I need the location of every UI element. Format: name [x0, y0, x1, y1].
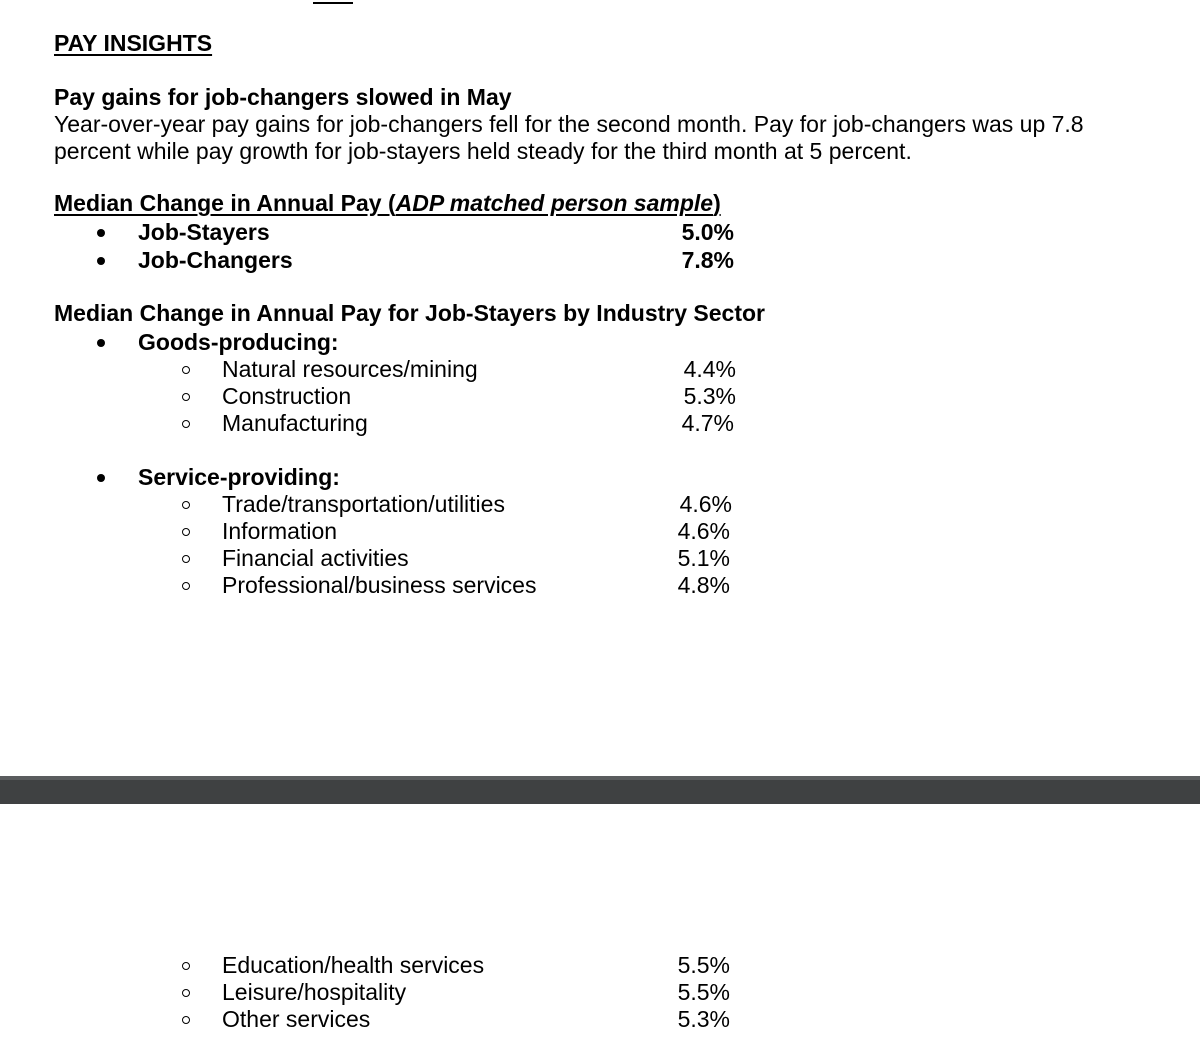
section-title: PAY INSIGHTS [54, 30, 213, 56]
circle-bullet-icon [182, 528, 190, 536]
page-break-edge [0, 776, 1200, 780]
sector-label: Professional/business services [222, 572, 537, 598]
circle-bullet-icon [182, 393, 190, 401]
sector-value: 4.4% [683, 356, 736, 382]
circle-bullet-icon [182, 582, 190, 590]
sector-value: 5.5% [677, 979, 730, 1005]
bullet-icon [97, 339, 105, 347]
bullet-icon [97, 474, 105, 482]
sector-label: Education/health services [222, 952, 485, 978]
sector-label: Leisure/hospitality [222, 979, 407, 1005]
service-providing-label: Service-providing: [138, 464, 340, 490]
circle-bullet-icon [182, 989, 190, 997]
sector-label: Information [222, 518, 338, 544]
bullet-icon [97, 257, 105, 265]
industry-section-title: Median Change in Annual Pay for Job-Stayers by Industry Sector [54, 300, 766, 326]
goods-producing-label: Goods-producing: [138, 329, 339, 355]
circle-bullet-icon [182, 420, 190, 428]
median-title-suffix: ) [713, 190, 721, 216]
sector-label: Trade/transportation/utilities [222, 491, 505, 517]
circle-bullet-icon [182, 555, 190, 563]
sector-value: 5.3% [677, 1006, 730, 1032]
sector-value: 5.1% [677, 545, 730, 571]
sector-value: 4.7% [681, 410, 734, 436]
median-title-prefix: Median Change in Annual Pay ( [54, 190, 396, 216]
sector-value: 4.6% [677, 518, 730, 544]
circle-bullet-icon [182, 366, 190, 374]
document-page-2 [0, 804, 1200, 1058]
sector-label: Financial activities [222, 545, 409, 571]
circle-bullet-icon [182, 501, 190, 509]
body-text-line-1: Year-over-year pay gains for job-changers fell for the second month. Pay for job-changers was up 7.8 [54, 111, 1084, 137]
sector-label: Construction [222, 383, 352, 409]
median-section-title [54, 190, 721, 216]
body-text-line-2: percent while pay growth for job-stayers held steady for the third month at 5 percent. [54, 138, 912, 164]
headline: Pay gains for job-changers slowed in May [54, 84, 512, 110]
sector-value: 5.5% [677, 952, 730, 978]
job-changers-label: Job-Changers [138, 247, 293, 273]
sector-label: Natural resources/mining [222, 356, 478, 382]
cut-off-text-fragment [313, 0, 353, 4]
page-break-gap [0, 776, 1200, 804]
sector-label: Manufacturing [222, 410, 368, 436]
sector-label: Other services [222, 1006, 371, 1032]
circle-bullet-icon [182, 962, 190, 970]
sector-value: 4.6% [679, 491, 732, 517]
sector-value: 4.8% [677, 572, 730, 598]
job-stayers-value: 5.0% [681, 219, 734, 245]
sector-value: 5.3% [683, 383, 736, 409]
median-title-italic: ADP matched person sample [395, 190, 714, 216]
job-stayers-label: Job-Stayers [138, 219, 270, 245]
job-changers-value: 7.8% [681, 247, 734, 273]
circle-bullet-icon [182, 1016, 190, 1024]
bullet-icon [97, 229, 105, 237]
